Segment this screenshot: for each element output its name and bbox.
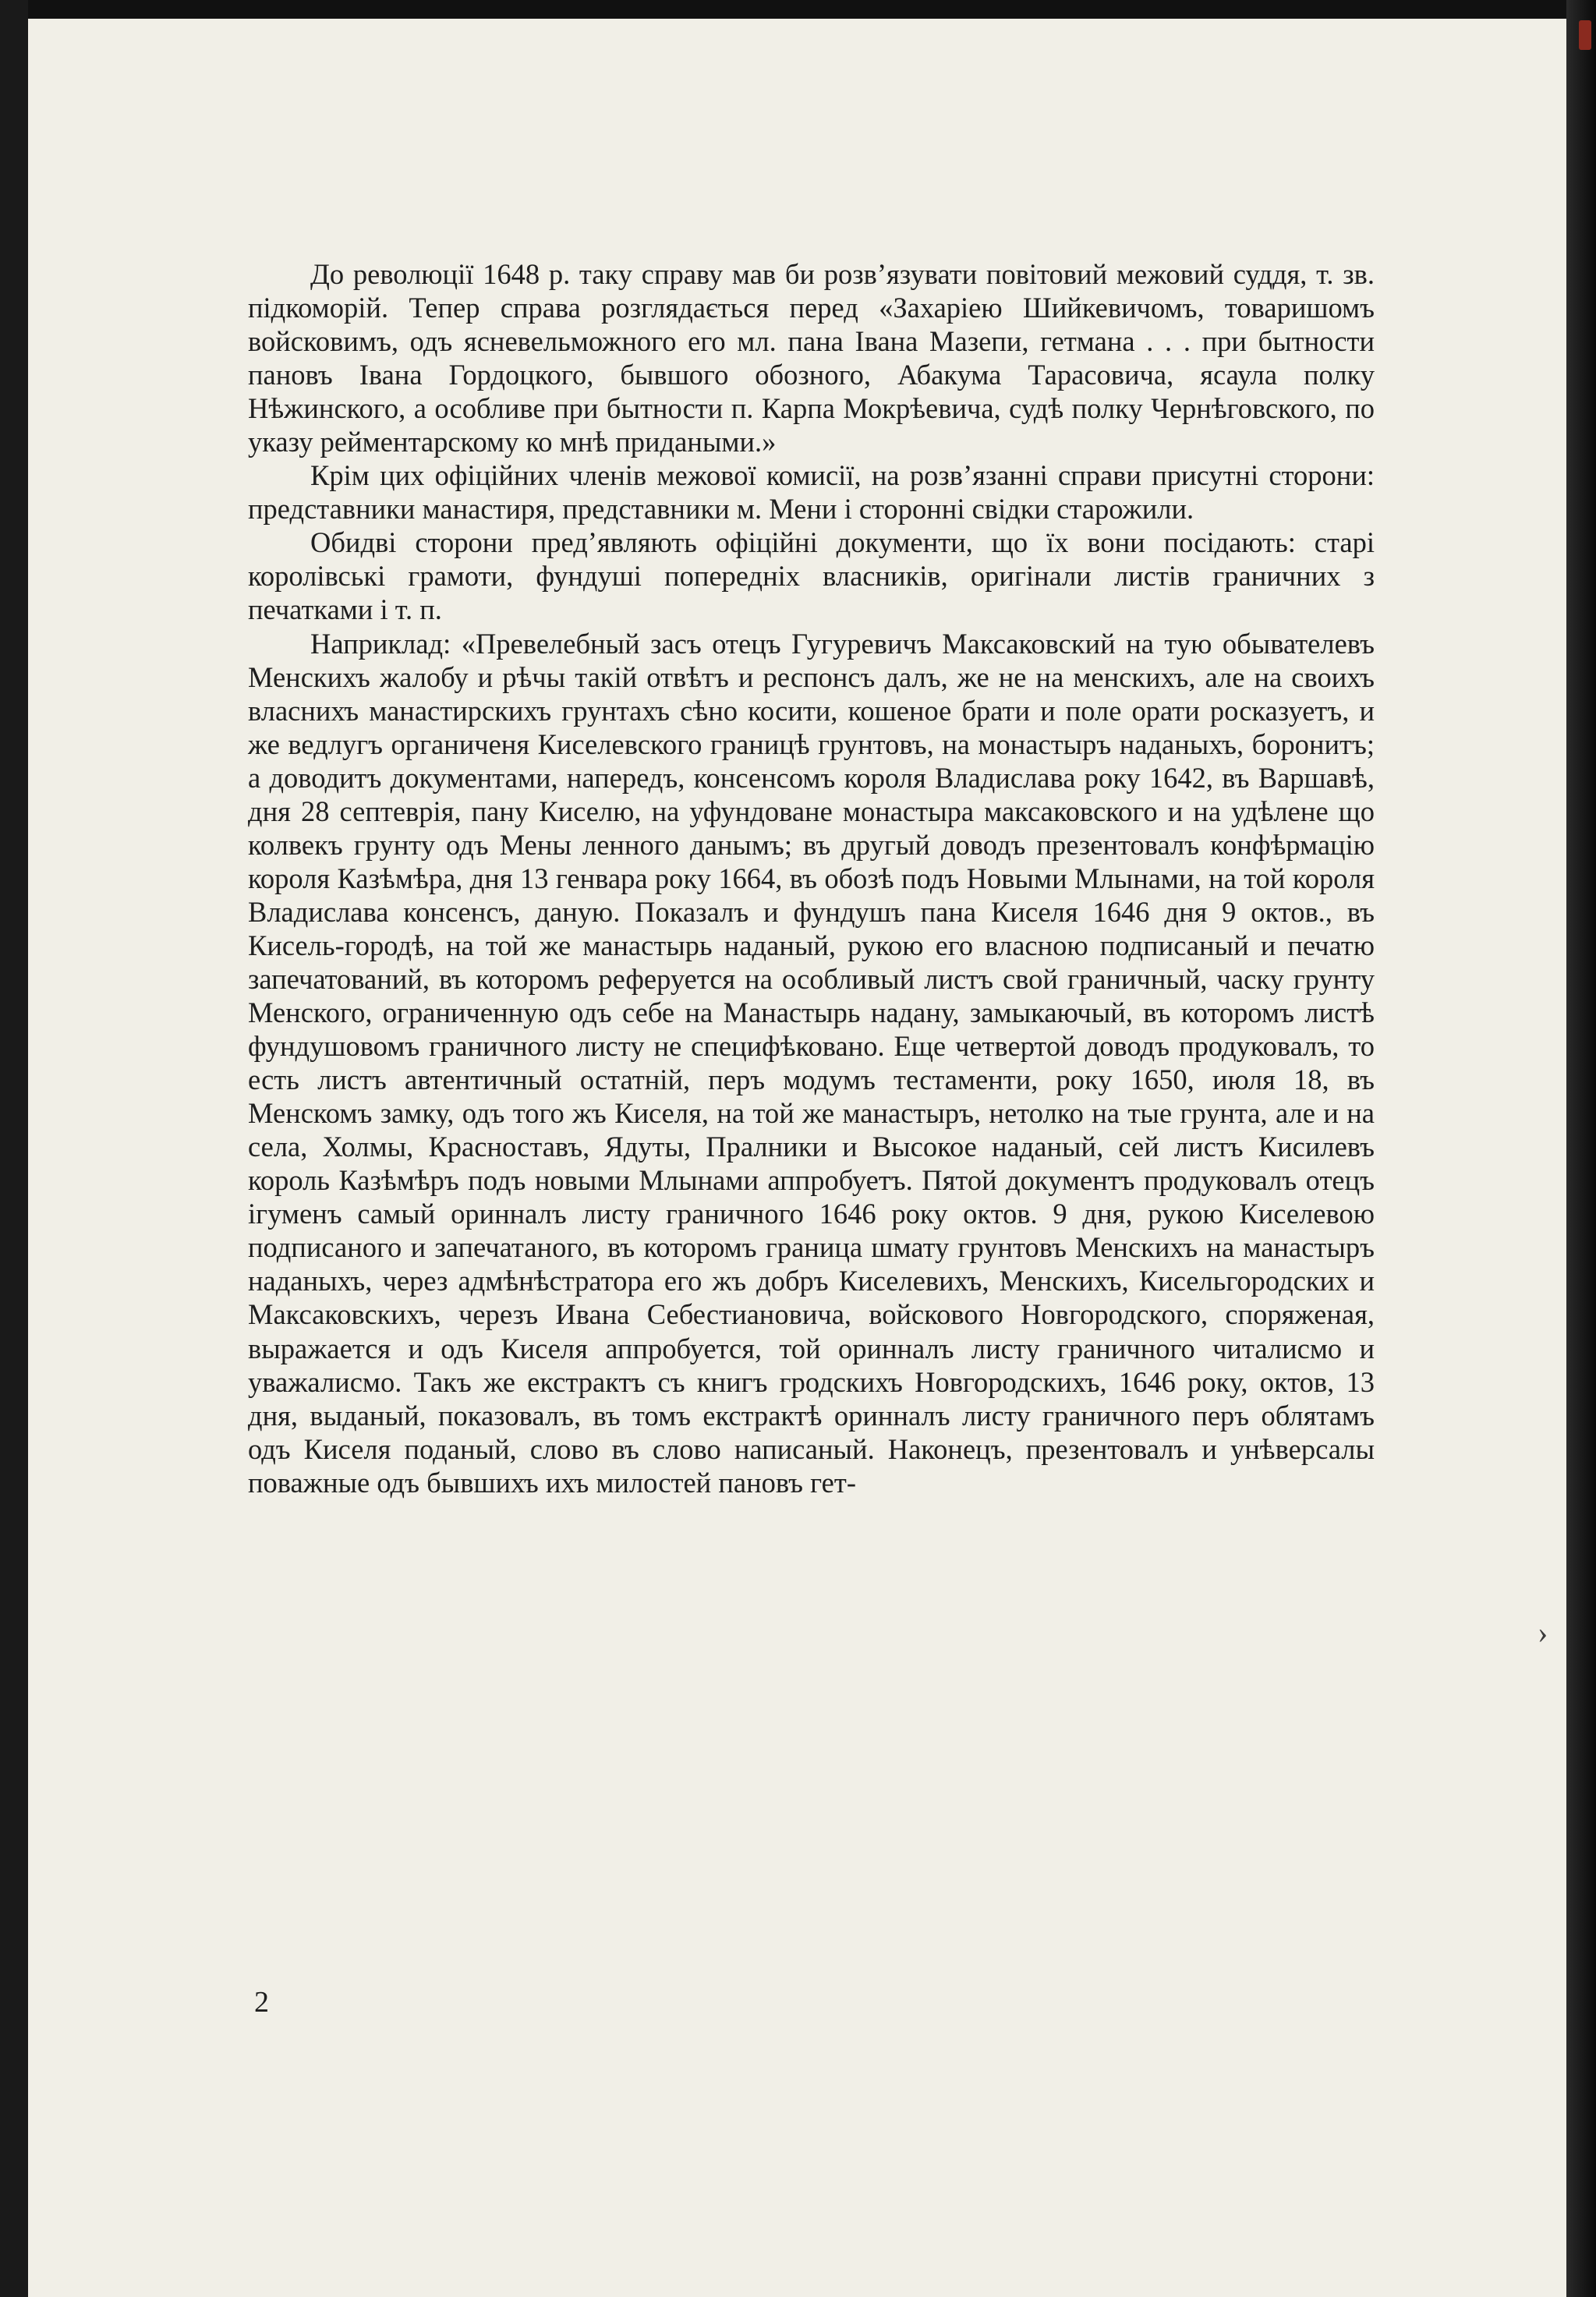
scan-border-right (1566, 0, 1596, 2297)
bookmark-tab-icon (1579, 20, 1591, 50)
margin-mark: › (1538, 1615, 1548, 1650)
paragraph-1: До революції 1648 р. таку справу мав би розв’язувати повітовий межовий суддя, т. зв. підкоморій. Тепер справа розглядається перед «Захаріею Шийкевичомъ, товаришомъ войсковимъ, одъ ясневельможного его мл. пана Івана Мазепи, гетмана . . . при бытности пановъ Івана Гордоцкого, бывшого обозного, Абакума Тарасовича, ясаула полку Нѣжинского, а особливе при бытности п. Карпа Мокрѣевича, судѣ полку Чернѣговского, по указу рейментарскому ко мнѣ придаными.» (248, 258, 1375, 458)
scan-border-top (0, 0, 1596, 19)
paragraph-2: Крім цих офіційних членів межової комисії, на розв’язанні справи присутні сторони: представники манастиря, представники м. Мени і сторонні свідки старожили. (248, 459, 1375, 526)
page-number: 2 (254, 1986, 269, 2019)
paragraph-3: Обидві сторони пред’являють офіційні документи, що їх вони посідають: старі королівські грамоти, фундуші попередніх власників, оригінали листів граничних з печатками і т. п. (248, 526, 1375, 626)
body-text (248, 257, 1375, 1499)
scan-border-left (0, 0, 28, 2297)
paragraph-4: Наприклад: «Превелебный засъ отецъ Гугуревичъ Максаковский на тую обывателевъ Менскихъ жалобу и рѣчы такій отвѣтъ и респонсъ далъ, же не на менскихъ, але на своихъ власнихъ манастирскихъ грунтахъ сѣно косити, кошеное брати и поле орати росказуетъ, и же ведлугъ органиченя Киселевского границѣ грунтовъ, на монастыръ наданыхъ, боронитъ; а доводитъ документами, напередъ, консенсомъ короля Владислава року 1642, въ Варшавѣ, дня 28 септеврія, пану Киселю, на уфундоване монастыра максаковского и на удѣлене що колвекъ грунту одъ Мены ленного данымъ; въ другый доводъ презентовалъ конфѣрмацію короля Казѣмѣра, дня 13 генвара року 1664, въ обозѣ подъ Новыми Млынами, на той короля Владислава консенсъ, даную. Показалъ и фундушъ пана Киселя 1646 дня 9 октов., въ Кисель-городѣ, на той же манастырь наданый, рукою его власною подписаный и печатю запечатований, въ которомъ реферуется на особливый листъ свой граничный, часку грунту Менского, ограниченную одъ себе на Манастырь надану, замыкаючый, въ которомъ листѣ фундушовомъ граничного листу не специфѣковано. Еще четвертой доводъ продуковалъ, то есть листъ автентичный остатній, перъ модумъ тестаменти, року 1650, июля 18, въ Менскомъ замку, одъ того жъ Киселя, на той же манастыръ, нетолко на тые грунта, але и на села, Холмы, Красноставъ, Ядуты, Пралники и Высокое наданый, сей листъ Кисилевъ король Казѣмѣръ подъ новыми Млынами аппробуетъ. Пятой документъ продуковалъ отецъ ігуменъ самый оринналъ листу граничного 1646 року октов. 9 дня, рукою Киселевою подписаного и запечатаного, въ которомъ граница шмату грунтовъ Менскихъ на манастыръ наданыхъ, через адмѣнѣстратора его жъ добръ Киселевихъ, Менскихъ, Кисельгородских и Максаковскихъ, черезъ Ивана Себестиановича, войскового Новгородского, споряженая, выражается и одъ Киселя аппробуется, той оринналъ листу граничного читалисмо и уважалисмо. Такъ же екстрактъ съ книгъ гродскихъ Новгородскихъ, 1646 року, октов, 13 дня, выданый, показовалъ, въ томъ екстрактѣ оринналъ листу граничного перъ облятамъ одъ Киселя поданый, слово въ слово написаный. Наконецъ, презентовалъ и унѣверсалы поважные одъ бывшихъ ихъ милостей пановъ гет- (248, 627, 1375, 1499)
